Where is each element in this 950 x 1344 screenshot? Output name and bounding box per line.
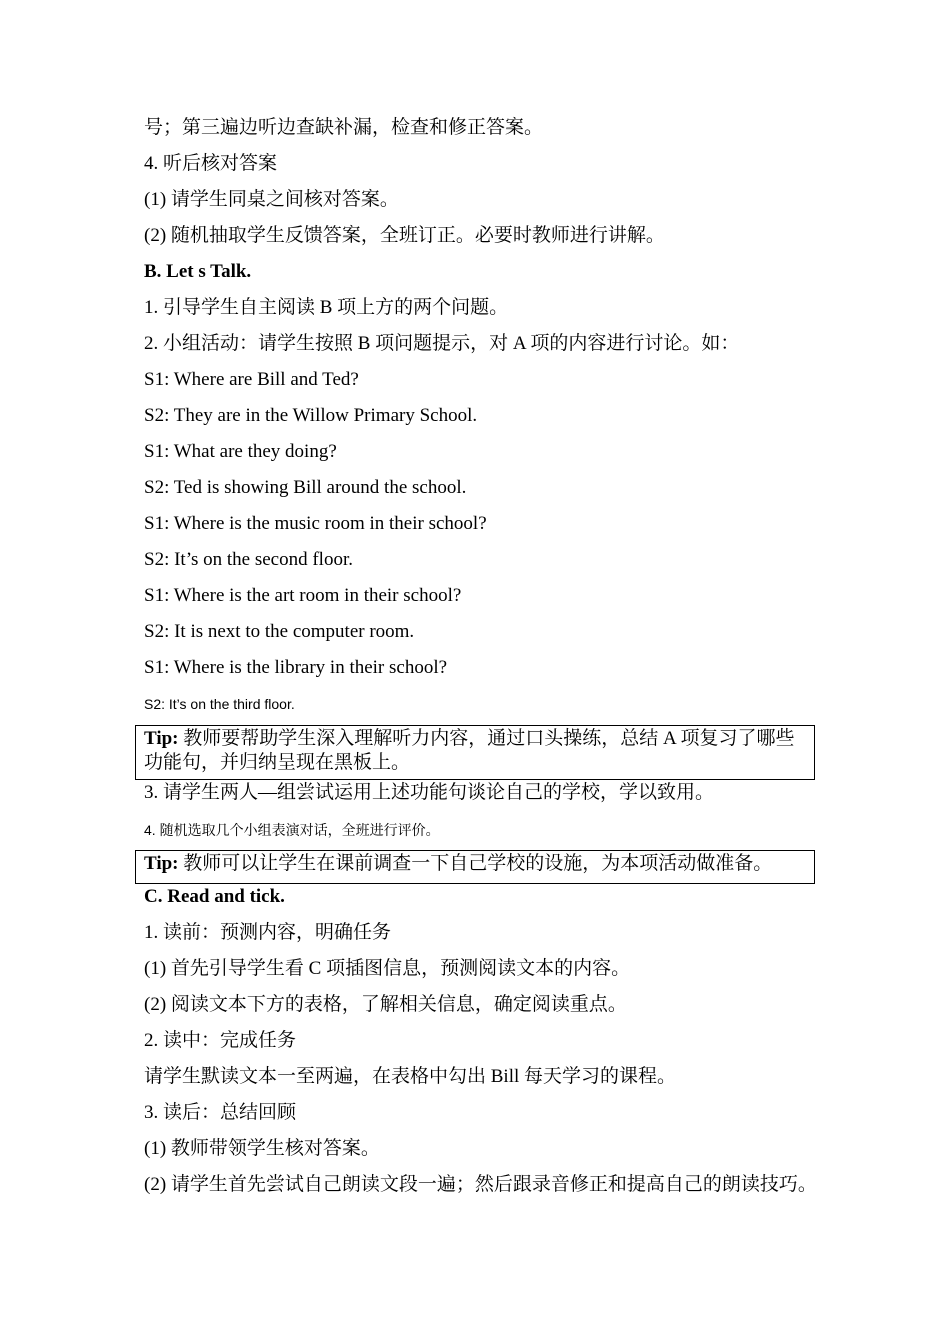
step-heading: 3. 读后：总结回顾 xyxy=(144,1102,297,1123)
dialogue-line: S2: It is next to the computer room. xyxy=(144,621,415,642)
dialogue-line: S1: Where are Bill and Ted? xyxy=(144,369,359,390)
dialogue-line: S2: Ted is showing Bill around the school. xyxy=(144,477,467,498)
paragraph-line: 请学生默读文本一至两遍，在表格中勾出 Bill 每天学习的课程。 xyxy=(144,1066,677,1087)
tip-text: 教师可以让学生在课前调查一下自己学校的设施，为本项活动做准备。 xyxy=(178,853,773,874)
dialogue-line: S1: Where is the music room in their school? xyxy=(144,513,487,534)
step-heading: 1. 读前：预测内容，明确任务 xyxy=(144,922,392,943)
paragraph-line: (2) 阅读文本下方的表格，了解相关信息，确定阅读重点。 xyxy=(144,994,627,1015)
paragraph-line: (2) 请学生首先尝试自己朗读文段一遍；然后跟录音修正和提高自己的朗读技巧。 xyxy=(144,1174,817,1195)
paragraph-line: 2. 小组活动：请学生按照 B 项问题提示，对 A 项的内容进行讨论。如： xyxy=(144,333,740,354)
paragraph-line: 4. 随机选取几个小组表演对话，全班进行评价。 xyxy=(144,822,440,838)
paragraph-line: 号；第三遍边听边查缺补漏，检查和修正答案。 xyxy=(144,117,544,138)
paragraph-line: (1) 教师带领学生核对答案。 xyxy=(144,1138,380,1159)
step-heading: 2. 读中：完成任务 xyxy=(144,1030,297,1051)
dialogue-line: S1: Where is the art room in their school? xyxy=(144,585,462,606)
tip-label: Tip: xyxy=(144,728,179,749)
tip-text: 教师要帮助学生深入理解听力内容，通过口头操练，总结 A 项复习了哪些功能句，并归纳呈现在黑板上。 xyxy=(144,728,795,773)
paragraph-line: (1) 首先引导学生看 C 项插图信息，预测阅读文本的内容。 xyxy=(144,958,631,979)
dialogue-line: S1: Where is the library in their school? xyxy=(144,657,448,678)
section-heading-b: B. Let s Talk. xyxy=(144,261,252,282)
tip-box xyxy=(135,725,815,780)
step-heading: 4. 听后核对答案 xyxy=(144,153,278,174)
section-heading-c: C. Read and tick. xyxy=(144,886,285,907)
paragraph-line: 3. 请学生两人—组尝试运用上述功能句谈论自己的学校，学以致用。 xyxy=(144,782,715,803)
paragraph-line: (1) 请学生同桌之间核对答案。 xyxy=(144,189,399,210)
dialogue-line: S2: They are in the Willow Primary School. xyxy=(144,405,478,426)
paragraph-line: 1. 引导学生自主阅读 B 项上方的两个问题。 xyxy=(144,297,509,318)
paragraph-line: (2) 随机抽取学生反馈答案，全班订正。必要时教师进行讲解。 xyxy=(144,225,665,246)
tip-box xyxy=(135,850,815,884)
dialogue-line: S2: It’s on the third floor. xyxy=(144,696,295,712)
dialogue-line: S2: It’s on the second floor. xyxy=(144,549,353,570)
dialogue-line: S1: What are they doing? xyxy=(144,441,337,462)
tip-label: Tip: xyxy=(144,853,179,874)
